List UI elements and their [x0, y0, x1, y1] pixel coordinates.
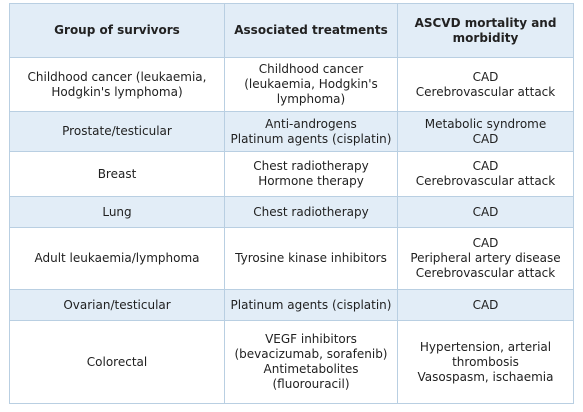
cell-text-line: (fluorouracil)	[272, 377, 350, 391]
cell-text-line: CAD	[472, 297, 499, 312]
cell-outcomes	[398, 290, 574, 321]
header-row	[10, 4, 574, 58]
cell-text-line: CAD	[472, 204, 499, 219]
table-row	[10, 112, 574, 152]
cell-text-line: CAD	[472, 159, 499, 173]
table-body	[10, 58, 574, 404]
cell-group	[10, 321, 225, 404]
cell-treatments	[225, 321, 398, 404]
cell-text-line: thrombosis	[452, 354, 519, 369]
cell-text-line: Platinum agents (cisplatin)	[230, 131, 392, 146]
cell-group	[10, 112, 225, 152]
cell-text-line: CAD	[472, 69, 499, 84]
cell-outcomes	[398, 152, 574, 197]
cell-treatments	[225, 58, 398, 112]
cell-outcomes	[398, 228, 574, 290]
table-row	[10, 290, 574, 321]
cell-text-line: Colorectal	[86, 354, 148, 369]
cell-text-line: Prostate/testicular	[62, 124, 172, 138]
cell-group	[10, 290, 225, 321]
table-row	[10, 228, 574, 290]
cell-text-line: Antimetabolites	[263, 362, 359, 376]
cell-text-line: lymphoma)	[276, 92, 346, 106]
cell-text-line: CAD	[472, 131, 499, 146]
cell-treatments	[225, 290, 398, 321]
column-header-outcomes: ASCVD mortality and morbidity	[398, 4, 574, 58]
cell-text-line: (leukaemia, Hodgkin's	[244, 77, 378, 91]
table-container	[9, 3, 574, 404]
table-row	[10, 58, 574, 112]
cell-text-line: Chest radiotherapy	[253, 159, 369, 173]
cell-text-line: Cerebrovascular attack	[415, 266, 556, 280]
cell-text-line: Childhood cancer (leukaemia,	[27, 69, 207, 84]
cell-text-line: Adult leukaemia/lymphoma	[34, 251, 200, 265]
table-row	[10, 152, 574, 197]
cell-group	[10, 152, 225, 197]
cell-outcomes	[398, 321, 574, 404]
table-row	[10, 321, 574, 404]
cell-text-line: Childhood cancer	[258, 62, 364, 76]
cell-text-line: VEGF inhibitors	[265, 332, 357, 346]
cell-text-line: Chest radiotherapy	[253, 204, 369, 219]
table-row	[10, 197, 574, 228]
cell-group	[10, 58, 225, 112]
cell-text-line: (bevacizumab, sorafenib)	[234, 347, 388, 361]
cell-treatments	[225, 152, 398, 197]
cell-text-line: Cerebrovascular attack	[415, 174, 556, 188]
cell-text-line: Anti-androgens	[265, 116, 357, 131]
cell-text-line: Hodgkin's lymphoma)	[51, 84, 183, 99]
cell-treatments	[225, 112, 398, 152]
cell-text-line: Tyrosine kinase inhibitors	[235, 251, 387, 265]
cell-text-line: Hormone therapy	[258, 174, 364, 188]
cell-text-line: Lung	[102, 204, 132, 219]
cell-text-line: Cerebrovascular attack	[415, 84, 556, 99]
column-header-treatments: Associated treatments	[225, 4, 398, 58]
cell-outcomes	[398, 112, 574, 152]
cell-text-line: CAD	[472, 236, 499, 250]
cell-text-line: Vasospasm, ischaemia	[417, 369, 554, 384]
ascvd-survivors-table	[9, 3, 574, 404]
cell-outcomes	[398, 197, 574, 228]
cell-treatments	[225, 228, 398, 290]
cell-text-line: Metabolic syndrome	[424, 116, 547, 131]
cell-outcomes	[398, 58, 574, 112]
cell-text-line: Ovarian/testicular	[63, 297, 171, 312]
column-header-group: Group of survivors	[10, 4, 225, 58]
cell-group	[10, 197, 225, 228]
cell-group	[10, 228, 225, 290]
cell-text-line: Peripheral artery disease	[410, 251, 561, 265]
cell-text-line: Breast	[97, 166, 137, 181]
cell-text-line: Platinum agents (cisplatin)	[230, 297, 392, 312]
cell-treatments	[225, 197, 398, 228]
cell-text-line: Hypertension, arterial	[419, 339, 552, 354]
